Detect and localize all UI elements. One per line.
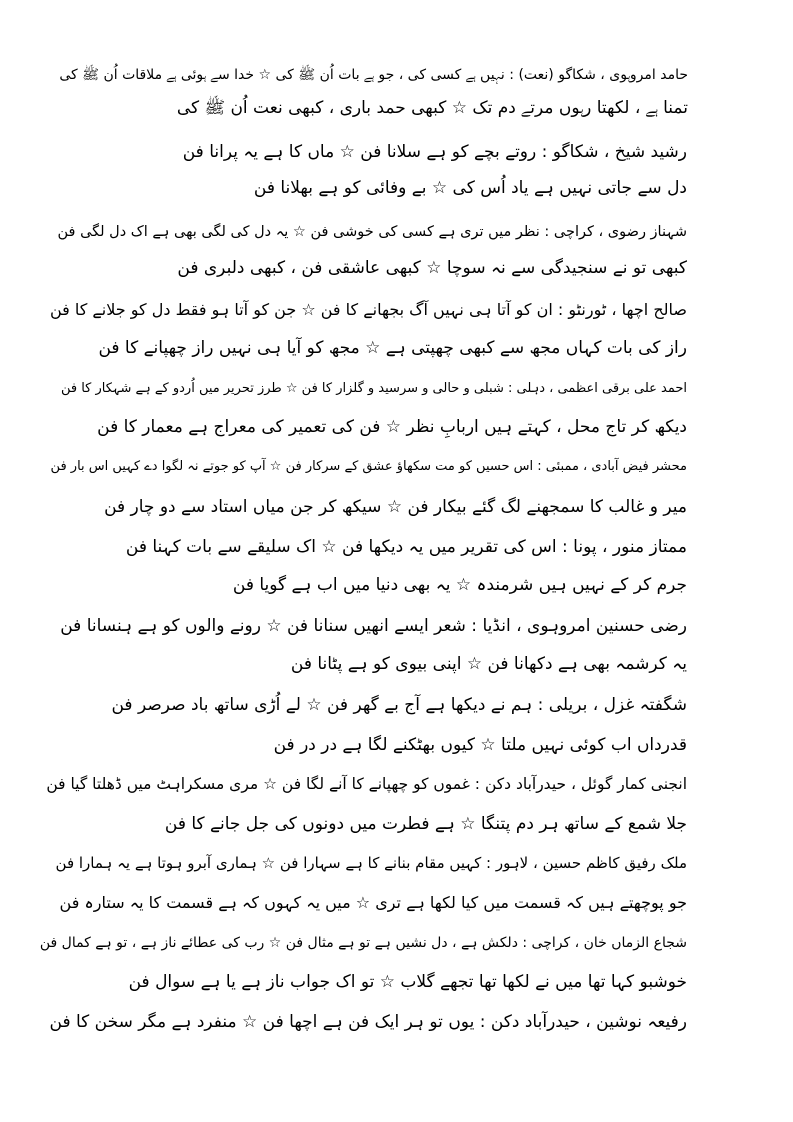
poem-line: خوشبو کہا تھا میں نے لکھا تھا تجھے گلاب ☆ تو اک جواب ناز ہے یا ہے سوال فن: [128, 972, 687, 992]
poem-line: یہ کرشمہ بھی ہے دکھانا فن ☆ اپنی بیوی کو ہے پٹانا فن: [290, 654, 687, 674]
poem-line: جو پوچھتے ہیں کہ قسمت میں کیا لکھا ہے تری ☆ میں یہ کہوں کہ ہے قسمت کا یہ ستارہ فن: [59, 893, 687, 912]
poem-line: ممتاز منور ، پونا : اس کی تقریر میں یہ دیکھا فن ☆ اک سلیقے سے بات کہنا فن: [125, 537, 687, 557]
poem-line: محشر فیض آبادی ، ممبئی : اس حسیں کو مت سکھاؤ عشق کے سرکار فن ☆ آپ کو جوتے نہ لگوا دے کہیں اس بار فن: [50, 459, 687, 474]
poem-line: دیکھ کر تاج محل ، کہتے ہیں اربابِ نظر ☆ فن کی تعمیر کی معراج ہے معمار کا فن: [97, 417, 687, 437]
poem-line: رضی حسنین امروہوی ، انڈیا : شعر ایسے انھیں سنانا فن ☆ رونے والوں کو ہے ہنسانا فن: [60, 616, 687, 636]
poem-line: کبھی تو نے سنجیدگی سے نہ سوچا ☆ کبھی عاشقی فن ، کبھی دلبری فن: [177, 258, 687, 278]
poem-line: صالح اچھا ، ٹورنٹو : ان کو آتا ہی نہیں آگ بجھانے کا فن ☆ جن کو آتا ہو فقط دل کو جلانے کا فن: [49, 300, 687, 319]
poem-line: انجنی کمار گوئل ، حیدرآباد دکن : غموں کو چھپانے کا آنے لگا فن ☆ مری مسکراہٹ میں ڈھلتا گیا فن: [46, 775, 687, 793]
poem-line: دل سے جاتی نہیں ہے یاد اُس کی ☆ بے وفائی کو ہے بھلانا فن: [253, 178, 687, 198]
poem-line: تمنا ہے ، لکھتا رہوں مرتے دم تک ☆ کبھی حمد باری ، کبھی نعت اُن ﷺ کی: [176, 98, 688, 118]
poem-line: رفیعہ نوشین ، حیدرآباد دکن : یوں تو ہر ایک فن ہے اچھا فن ☆ منفرد ہے مگر سخن کا فن: [49, 1012, 687, 1032]
poem-line: جلا شمع کے ساتھ ہر دم پتنگا ☆ ہے فطرت میں دونوں کی جل جانے کا فن: [164, 814, 687, 834]
poem-line: ملک رفیق کاظم حسین ، لاہور : کہیں مقام بنانے کا ہے سہارا فن ☆ ہماری آبرو ہوتا ہے یہ ہمارا فن: [55, 854, 687, 872]
poem-line: شگفتہ غزل ، بریلی : ہم نے دیکھا ہے آج بے گھر فن ☆ لے اُڑی ساتھ باد صرصر فن: [111, 695, 687, 715]
poem-line: رشید شیخ ، شکاگو : روتے بچے کو ہے سلانا فن ☆ ماں کا ہے یہ پرانا فن: [182, 142, 687, 162]
poem-line: شہناز رضوی ، کراچی : نظر میں تری ہے کسی کی خوشی فن ☆ یہ دل کی لگی بھی ہے اک دل لگی فن: [57, 224, 687, 240]
poem-line: شجاع الزماں خان ، کراچی : دلکش ہے ، دل نشیں ہے تو ہے مثال فن ☆ رب کی عطائے ناز ہے ، تو ہے کمال فن: [39, 935, 687, 951]
poem-line: راز کی بات کہاں مجھ سے کبھی چھپتی ہے ☆ مجھ کو آیا ہی نہیں راز چھپانے کا فن: [98, 338, 687, 358]
poem-line: میر و غالب کا سمجھنے لگ گئے بیکار فن ☆ سیکھ کر جن میاں استاد سے دو چار فن: [104, 497, 687, 517]
poem-line: احمد علی برقی اعظمی ، دہلی : شبلی و حالی و سرسید و گلزار کا فن ☆ طرز تحریر میں اُردو کے ہے شہکار کا فن: [60, 381, 687, 396]
poem-line: جرم کر کے نہیں ہیں شرمندہ ☆ یہ بھی دنیا میں اب ہے گویا فن: [232, 575, 687, 595]
poem-line: حامد امروہوی ، شکاگو (نعت) : نہیں ہے کسی کی ، جو ہے بات اُن ﷺ کی ☆ خدا سے ہوئی ہے ملاقات اُن ﷺ کی: [59, 67, 688, 83]
poem-line: قدرداں اب کوئی نہیں ملتا ☆ کیوں بھٹکنے لگا ہے در در فن: [273, 735, 687, 755]
